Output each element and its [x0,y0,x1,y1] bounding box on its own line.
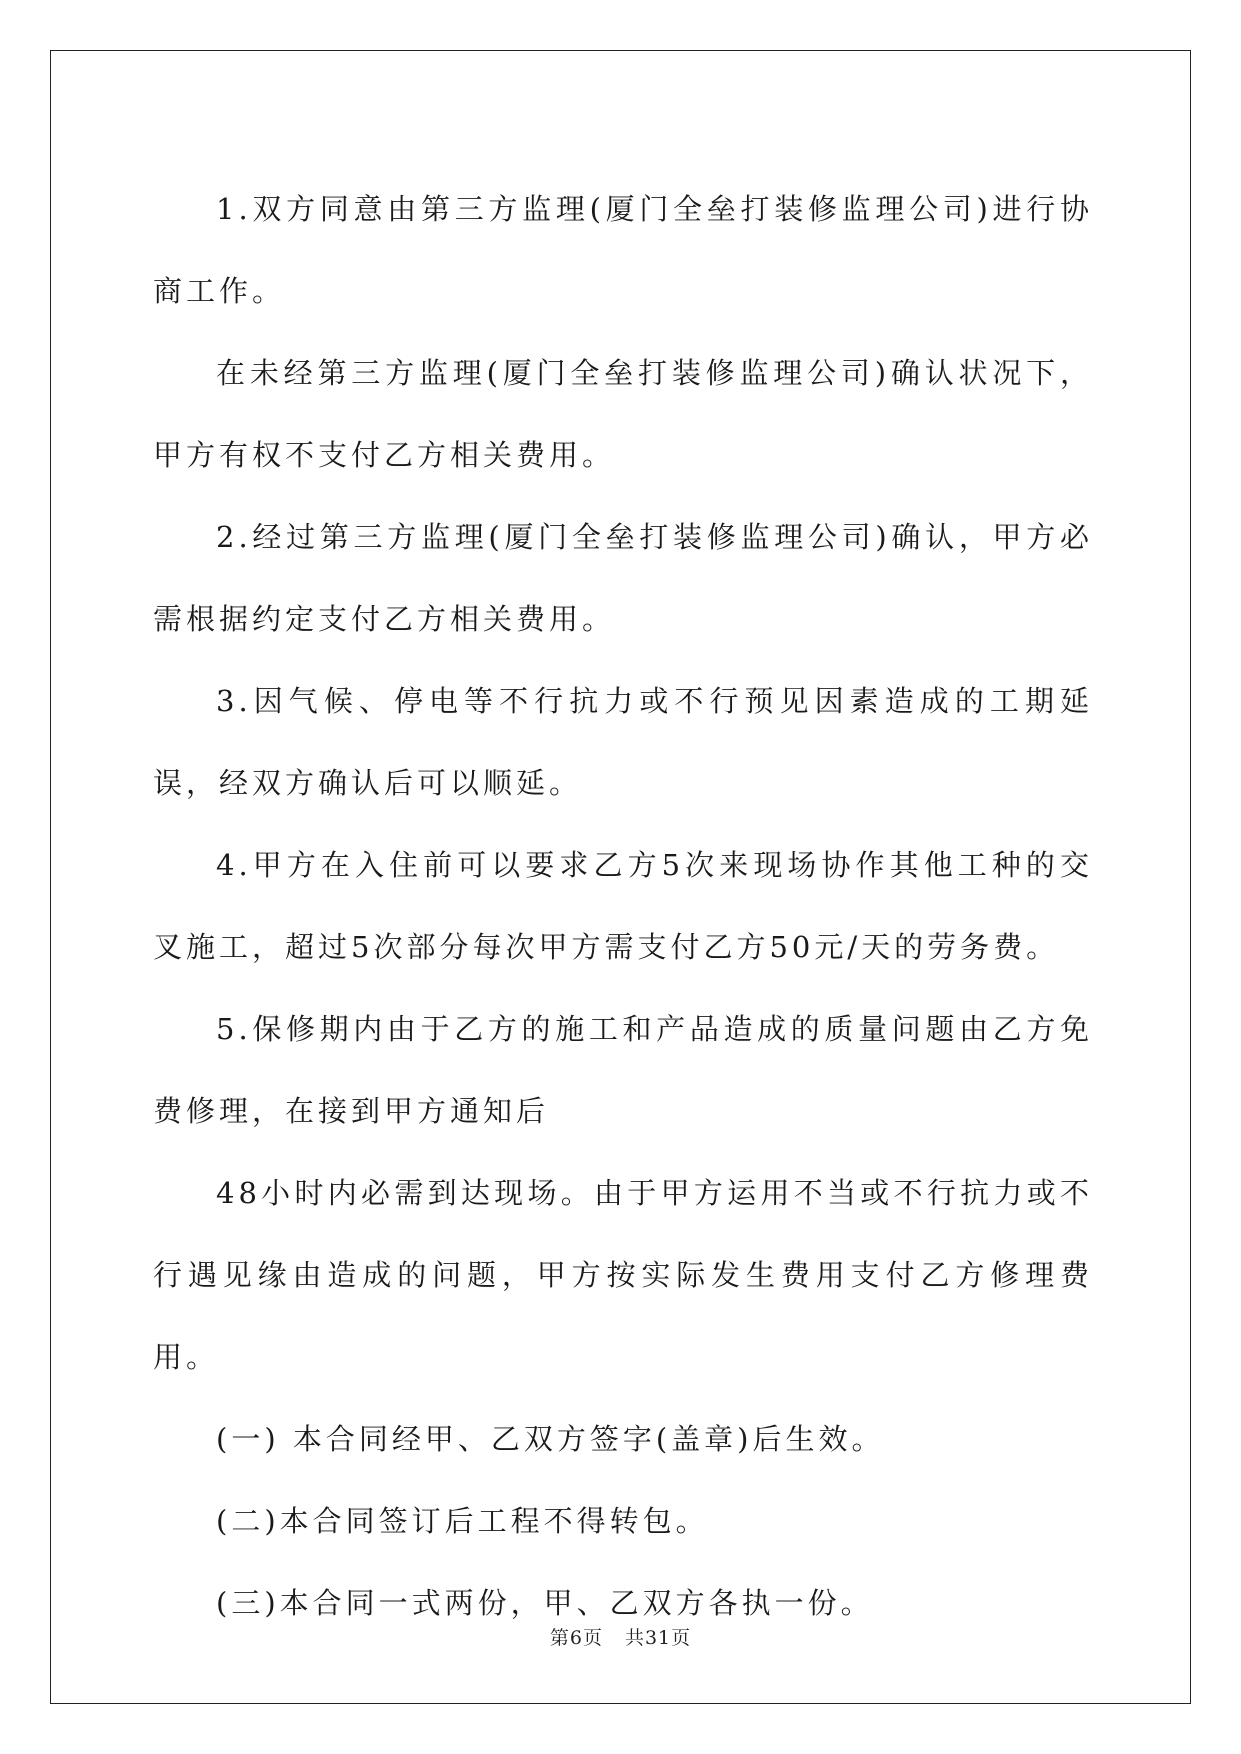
paragraph-6: 5.保修期内由于乙方的施工和产品造成的质量问题由乙方免费修理，在接到甲方通知后 [153,1012,1093,1128]
paragraph-9: (二)本合同签订后工程不得转包。 [216,1504,709,1538]
page-number: 第6页 [549,1627,603,1649]
page-footer [0,1623,1241,1650]
paragraph-8: (一) 本合同经甲、乙双方签字(盖章)后生效。 [216,1422,885,1456]
paragraph-3: 2.经过第三方监理(厦门全垒打装修监理公司)确认，甲方必需根据约定支付乙方相关费用。 [153,520,1093,636]
paragraph-4: 3.因气候、停电等不行抗力或不行预见因素造成的工期延误，经双方确认后可以顺延。 [153,684,1093,800]
paragraph-1: 1.双方同意由第三方监理(厦门全垒打装修监理公司)进行协商工作。 [153,192,1093,308]
document-body [153,168,1093,1644]
paragraph-7: 48小时内必需到达现场。由于甲方运用不当或不行抗力或不行遇见缘由造成的问题，甲方按实际发生费用支付乙方修理费用。 [153,1176,1093,1374]
paragraph-5: 4.甲方在入住前可以要求乙方5次来现场协作其他工种的交叉施工，超过5次部分每次甲方需支付乙方50元/天的劳务费。 [153,848,1093,964]
page-total: 共31页 [624,1627,692,1649]
paragraph-10: (三)本合同一式两份，甲、乙双方各执一份。 [216,1586,874,1620]
paragraph-2: 在未经第三方监理(厦门全垒打装修监理公司)确认状况下，甲方有权不支付乙方相关费用。 [153,356,1093,472]
